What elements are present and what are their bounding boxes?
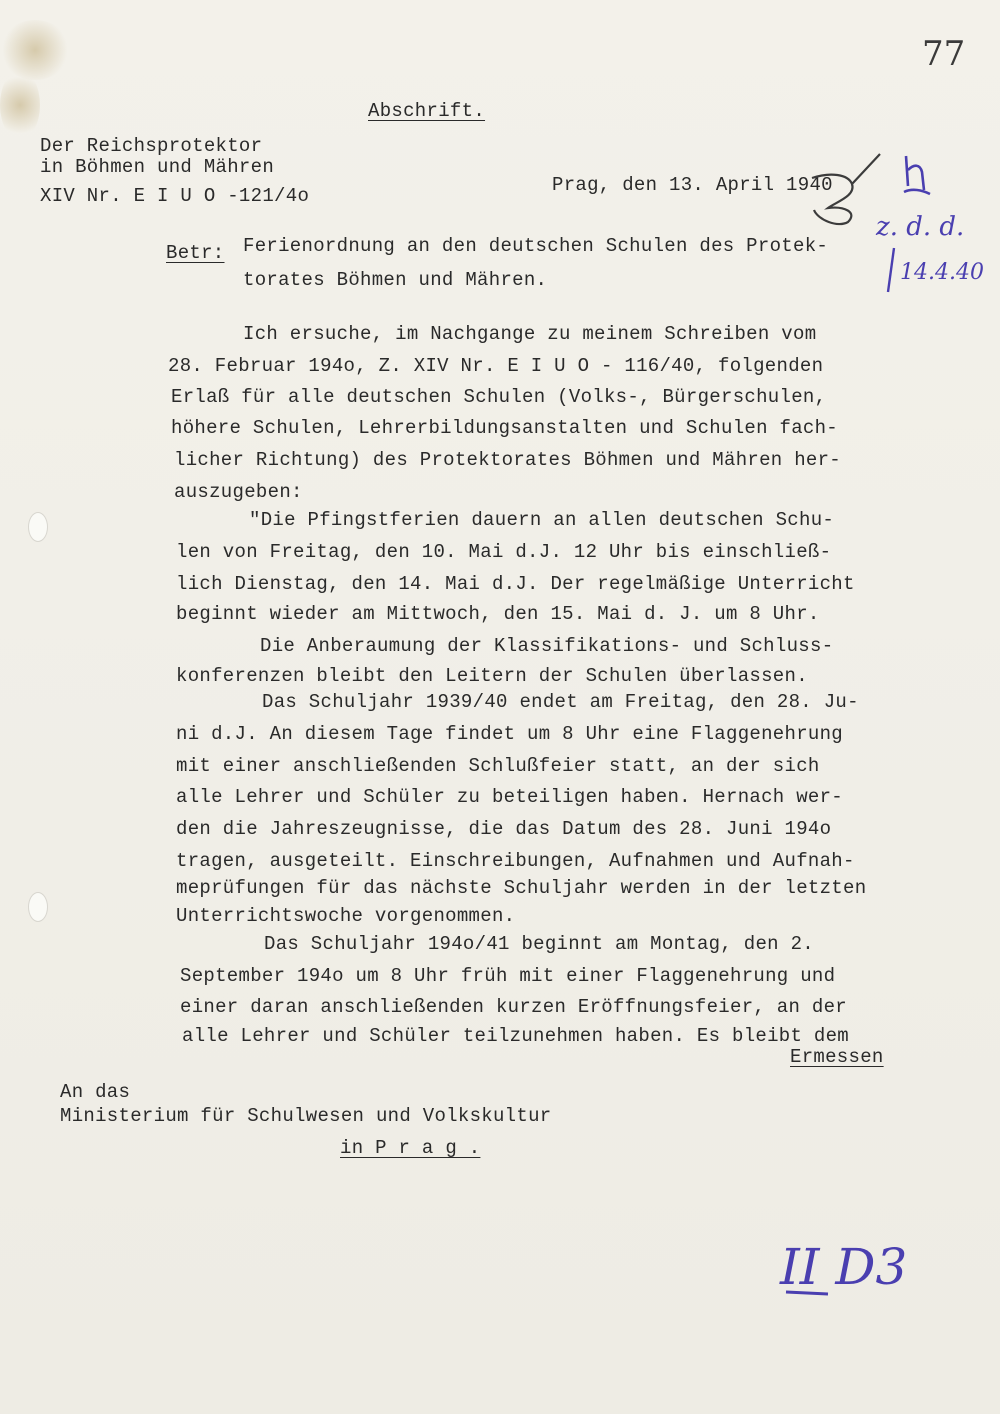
body-line: "Die Pfingstferien dauern an allen deutschen Schu- — [249, 509, 835, 531]
body-line: alle Lehrer und Schüler teilzunehmen haben. Es bleibt dem — [182, 1025, 850, 1047]
body-line: ni d.J. An diesem Tage findet um 8 Uhr eine Flaggenehrung — [176, 723, 844, 745]
body-line: Ich ersuche, im Nachgange zu meinem Schreiben vom — [243, 323, 817, 345]
body-line: auszugeben: — [174, 481, 303, 503]
body-line: 28. Februar 194o, Z. XIV Nr. E I U O - 116/40, folgenden — [168, 355, 824, 377]
reference-number: XIV Nr. E I U O -121/4o — [40, 185, 310, 207]
margin-stroke — [884, 246, 898, 296]
page-number: 77 — [922, 34, 966, 74]
body-line: Unterrichtswoche vorgenommen. — [176, 905, 516, 927]
body-line: tragen, ausgeteilt. Einschreibungen, Aufnahmen und Aufnah- — [176, 850, 855, 872]
body-line: Die Anberaumung der Klassifikations- und Schluss- — [260, 635, 834, 657]
margin-note: z. d. d. — [876, 212, 965, 242]
body-line: mit einer anschließenden Schlußfeier statt, an der sich — [176, 755, 820, 777]
recipient-line-2: Ministerium für Schulwesen und Volkskultur — [60, 1105, 552, 1127]
sender-line-2: in Böhmen und Mähren — [40, 156, 275, 178]
body-line: höhere Schulen, Lehrerbildungsanstalten und Schulen fach- — [171, 417, 839, 439]
recipient-line-3: in P r a g . — [340, 1137, 481, 1159]
body-line: September 194o um 8 Uhr früh mit einer Flaggenehrung und — [180, 965, 836, 987]
catchword: Ermessen — [790, 1046, 884, 1068]
punch-hole — [28, 512, 48, 542]
recipient-line-1: An das — [60, 1081, 131, 1103]
file-mark: II D3 — [780, 1238, 908, 1296]
body-line: Das Schuljahr 194o/41 beginnt am Montag, den 2. — [264, 933, 814, 955]
body-line: den die Jahreszeugnisse, die das Datum des 28. Juni 194o — [176, 818, 832, 840]
place-date: Prag, den 13. April 1940 — [552, 174, 833, 196]
body-line: len von Freitag, den 10. Mai d.J. 12 Uhr bis einschließ- — [176, 541, 832, 563]
body-line: Erlaß für alle deutschen Schulen (Volks-, Bürgerschulen, — [171, 386, 827, 408]
initial-mark — [900, 150, 934, 202]
document-title: Abschrift. — [368, 100, 486, 122]
body-line: konferenzen bleibt den Leitern der Schulen überlassen. — [176, 665, 808, 687]
file-mark-underline — [784, 1288, 834, 1298]
subject-label: Betr: — [166, 242, 225, 264]
body-line: meprüfungen für das nächste Schuljahr werden in der letzten — [176, 877, 867, 899]
body-line: alle Lehrer und Schüler zu beteiligen haben. Hernach wer- — [176, 786, 844, 808]
margin-date: 14.4.40 — [900, 260, 984, 285]
body-line: einer daran anschließenden kurzen Eröffnungsfeier, an der — [180, 996, 848, 1018]
body-line: lich Dienstag, den 14. Mai d.J. Der regelmäßige Unterricht — [176, 573, 855, 595]
body-line: beginnt wieder am Mittwoch, den 15. Mai d. J. um 8 Uhr. — [176, 603, 820, 625]
body-line: Das Schuljahr 1939/40 endet am Freitag, den 28. Ju- — [262, 691, 859, 713]
sender-line-1: Der Reichsprotektor — [40, 135, 263, 157]
paper-stain — [0, 20, 70, 80]
punch-hole — [28, 892, 48, 922]
body-line: licher Richtung) des Protektorates Böhmen und Mähren her- — [174, 449, 842, 471]
paper-stain — [0, 70, 40, 140]
subject-line-1: Ferienordnung an den deutschen Schulen des Protek- — [243, 235, 829, 257]
subject-line-2: torates Böhmen und Mähren. — [243, 269, 548, 291]
